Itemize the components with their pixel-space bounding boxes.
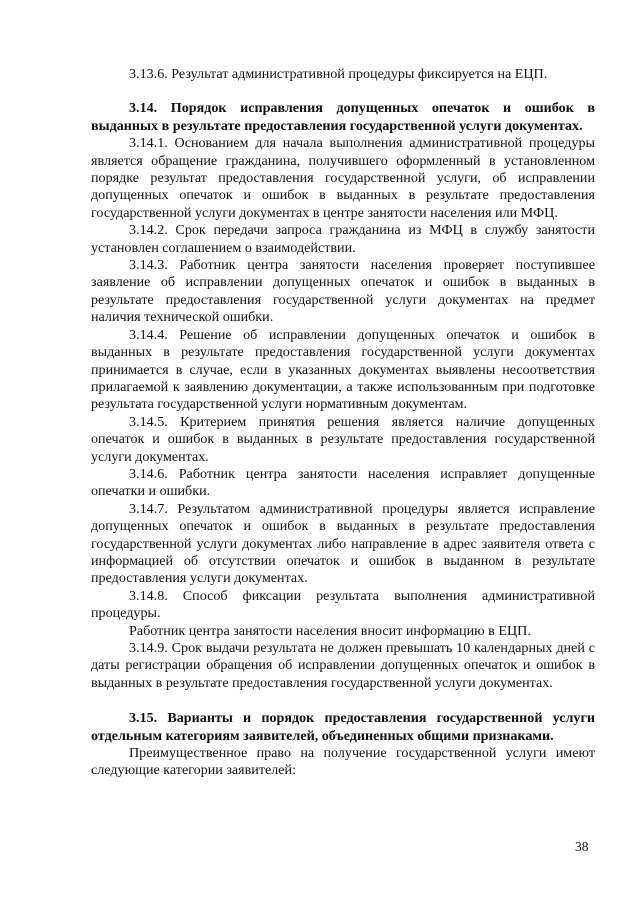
paragraph-3-14-1: 3.14.1. Основанием для начала выполнения административной процедуры является обращение гражданина, получившего оформленный в установленном порядке результат предоставления государственной услуги, об исправлении допущенных опечаток и ошибок в выданных в результате предоставления государственной услуги документах в центре занятости населения или МФЦ. [91,135,595,221]
paragraph-3-14-5: 3.14.5. Критерием принятия решения является наличие допущенных опечаток и ошибок в выданных в результате предоставления государственной услуги документах. [91,413,595,465]
section-heading-3-14: 3.14. Порядок исправления допущенных опечаток и ошибок в выданных в результате предоставления государственной услуги документах. [91,100,595,134]
paragraph-3-14-8-note: Работник центра занятости населения вносит информацию в ЕЦП. [129,622,531,639]
document-page [91,66,595,780]
paragraph-3-14-2: 3.14.2. Срок передачи запроса гражданина из МФЦ в службу занятости установлен соглашением о взаимодействии. [91,222,595,256]
paragraph-3-14-7: 3.14.7. Результатом административной процедуры является исправление допущенных опечаток и ошибок в выданных в результате предоставления государственной услуги документах либо направление в адрес заявителя ответа с информацией об отсутствии опечаток и ошибок в выданном в результате предоставления услуги документах. [91,500,595,587]
paragraph-priority-right: Преимущественное право на получение государственной услуги имеют следующие категории заявителей: [91,745,595,779]
page-number: 38 [575,839,589,854]
paragraph-3-14-3: 3.14.3. Работник центра занятости населения проверяет поступившее заявление об исправлении допущенных опечаток и ошибок в выданных в результате предоставления государственной услуги документах на предмет наличия технической ошибки. [91,257,595,326]
paragraph-3-14-9: 3.14.9. Срок выдачи результата не должен превышать 10 календарных дней с даты регистрации обращения об исправлении допущенных опечаток и ошибок в выданных в результате предоставления государственной услуги документах. [91,640,595,691]
paragraph-3-14-6: 3.14.6. Работник центра занятости населения исправляет допущенные опечатки и ошибки. [91,465,595,500]
paragraph-3-14-8: 3.14.8. Способ фиксации результата выполнения административной процедуры. [91,587,595,622]
paragraph-3-14-4: 3.14.4. Решение об исправлении допущенных опечаток и ошибок в выданных в результате предоставления государственной услуги документах принимается в случае, если в указанных документах выявлены несоответствия прилагаемой к заявлению документации, а также использованным при подготовке результата государственной услуги нормативным документам. [91,326,595,413]
paragraph-3-13-6: 3.13.6. Результат административной процедуры фиксируется на ЕЦП. [129,66,548,82]
section-heading-3-15: 3.15. Варианты и порядок предоставления государственной услуги отдельным категориям заявителей, объединенных общими признаками. [91,710,595,744]
